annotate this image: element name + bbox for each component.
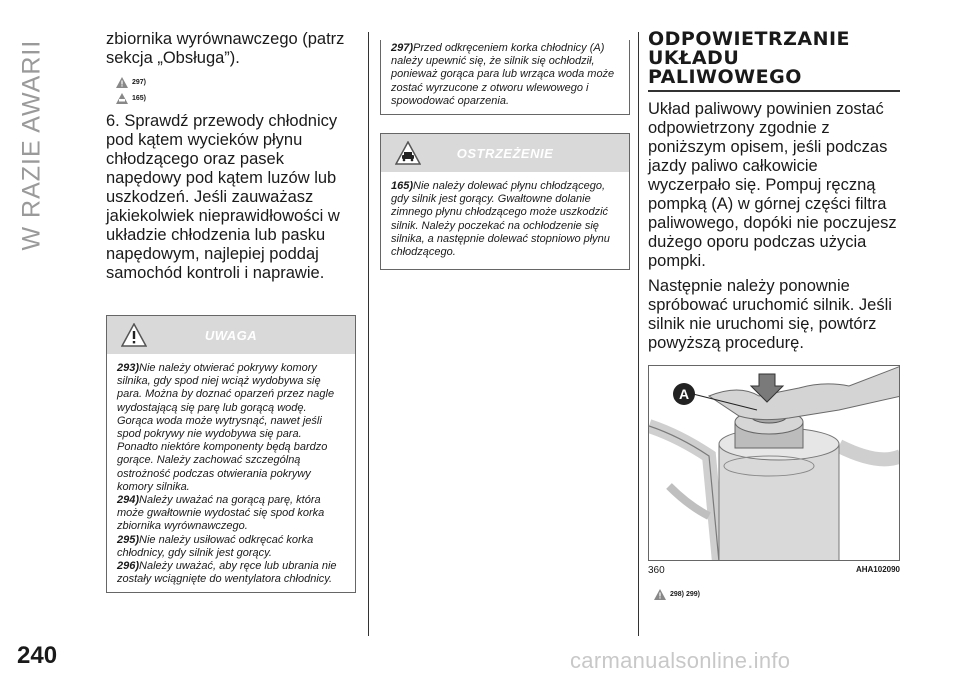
column-2 xyxy=(380,40,630,270)
step-6-text: 6. Sprawdź przewody chłodnicy pod kątem wycieków płynu chłodzącego oraz pasek napędowy pod kątem luzów lub uszkodzeń. Jeśli zauważasz jakiekolwiek nieprawidłowości w układzie chłodzenia lub pasku napędowym, najlepiej poddaj samochód kontroli i naprawie. xyxy=(106,112,340,282)
caution-triangle-icon xyxy=(116,93,128,104)
uwaga-continuation-body xyxy=(381,40,629,114)
uwaga-body xyxy=(107,354,355,592)
fuel-bleed-paragraph-1: Układ paliwowy powinien zostać odpowietrzony zgodnie z poniższym opisem, jeśli podczas jazdy paliwo całkowicie wyczerpało się. Pompuj ręczną pompką (A) w górnej części filtra paliwowego, dopóki nie poczujesz dużego oporu podczas użycia pompki. xyxy=(648,100,897,270)
ostrzezenie-header xyxy=(381,134,629,172)
ostrzezenie-item-165: 165)Nie należy dolewać płynu chłodzącego, gdy silnik jest gorący. Gwałtowne dolanie zimnego płynu chłodzącego może uszkodzić silnik. Należy poczekać na ochłodzenie się silnika, a następnie dolewać stopniowo płynu chłodzącego. xyxy=(391,180,610,259)
warning-triangle-icon xyxy=(654,589,666,600)
uwaga-item-293: 293)Nie należy otwierać pokrywy komory silnika, gdy spod niej wciąż wydobywa się para. Można by doznać oparzeń przez nagle wydostającą się parę lub gorącą wodę. Gorąca woda może wytrysnąć, nawet jeśli spod pokrywy nie wydobywa się para. Ponadto niektóre komponenty będą bardzo gorące. Należy zachować szczególną ostrożność podczas otwierania pokrywy komory silnika. xyxy=(117,362,335,493)
figure-code: AHA102090 xyxy=(855,565,900,574)
intro-text: zbiornika wyrównawczego (patrz sekcja „Obsługa”). xyxy=(106,30,345,67)
warning-triangle-icon xyxy=(121,323,147,347)
callout-a: A xyxy=(673,383,695,405)
section-side-title xyxy=(10,6,50,258)
reference-165: 165) xyxy=(116,90,356,106)
ostrzezenie-body xyxy=(381,172,629,269)
figure-caption xyxy=(648,565,900,576)
uwaga-box xyxy=(106,315,356,593)
section-heading: ODPOWIETRZANIE UKŁADU PALIWOWEGO xyxy=(648,28,851,88)
column-1 xyxy=(106,30,356,593)
ostrzezenie-title: OSTRZEŻENIE xyxy=(456,145,554,161)
fuel-filter-figure xyxy=(648,365,900,561)
warning-triangle-icon xyxy=(116,77,128,88)
figure-number: 360 xyxy=(648,565,665,576)
column-3 xyxy=(648,30,900,602)
column-divider xyxy=(638,32,639,636)
section-title: W RAZIE AWARII xyxy=(17,39,46,251)
page-number: 240 xyxy=(17,642,58,669)
heading-rule xyxy=(648,90,900,92)
uwaga-item-296: 296)Należy uważać, aby ręce lub ubrania nie zostały wciągnięte do wentylatora chłodnicy. xyxy=(117,560,337,586)
uwaga-header xyxy=(107,316,355,354)
uwaga-item-294: 294)Należy uważać na gorącą parę, która może gwałtownie wydostać się spod korka zbiornika wyrównawczego. xyxy=(117,494,325,533)
reference-297: 297) xyxy=(116,74,356,90)
uwaga-item-295: 295)Nie należy usiłować odkręcać korka chłodnicy, gdy silnik jest gorący. xyxy=(117,533,314,559)
reference-298-299: 298) 299) xyxy=(654,586,900,602)
uwaga-item-297: 297)Przed odkręceniem korka chłodnicy (A) należy upewnić się, że silnik się ochłodził, ponieważ gorąca para lub wrząca woda może zostać wyrzucone z otworu wlewowego i spowodować oparzenia. xyxy=(391,42,615,107)
watermark: carmanualsonline.info xyxy=(570,648,791,673)
uwaga-title: UWAGA xyxy=(204,327,258,343)
fuel-bleed-paragraph-2: Następnie należy ponownie spróbować uruchomić silnik. Jeśli silnik nie uruchomi się, powtórz powyższą procedurę. xyxy=(648,277,892,352)
uwaga-continuation-box xyxy=(380,40,630,115)
column-divider xyxy=(368,32,369,636)
ostrzezenie-box xyxy=(380,133,630,270)
caution-car-triangle-icon xyxy=(395,141,421,165)
